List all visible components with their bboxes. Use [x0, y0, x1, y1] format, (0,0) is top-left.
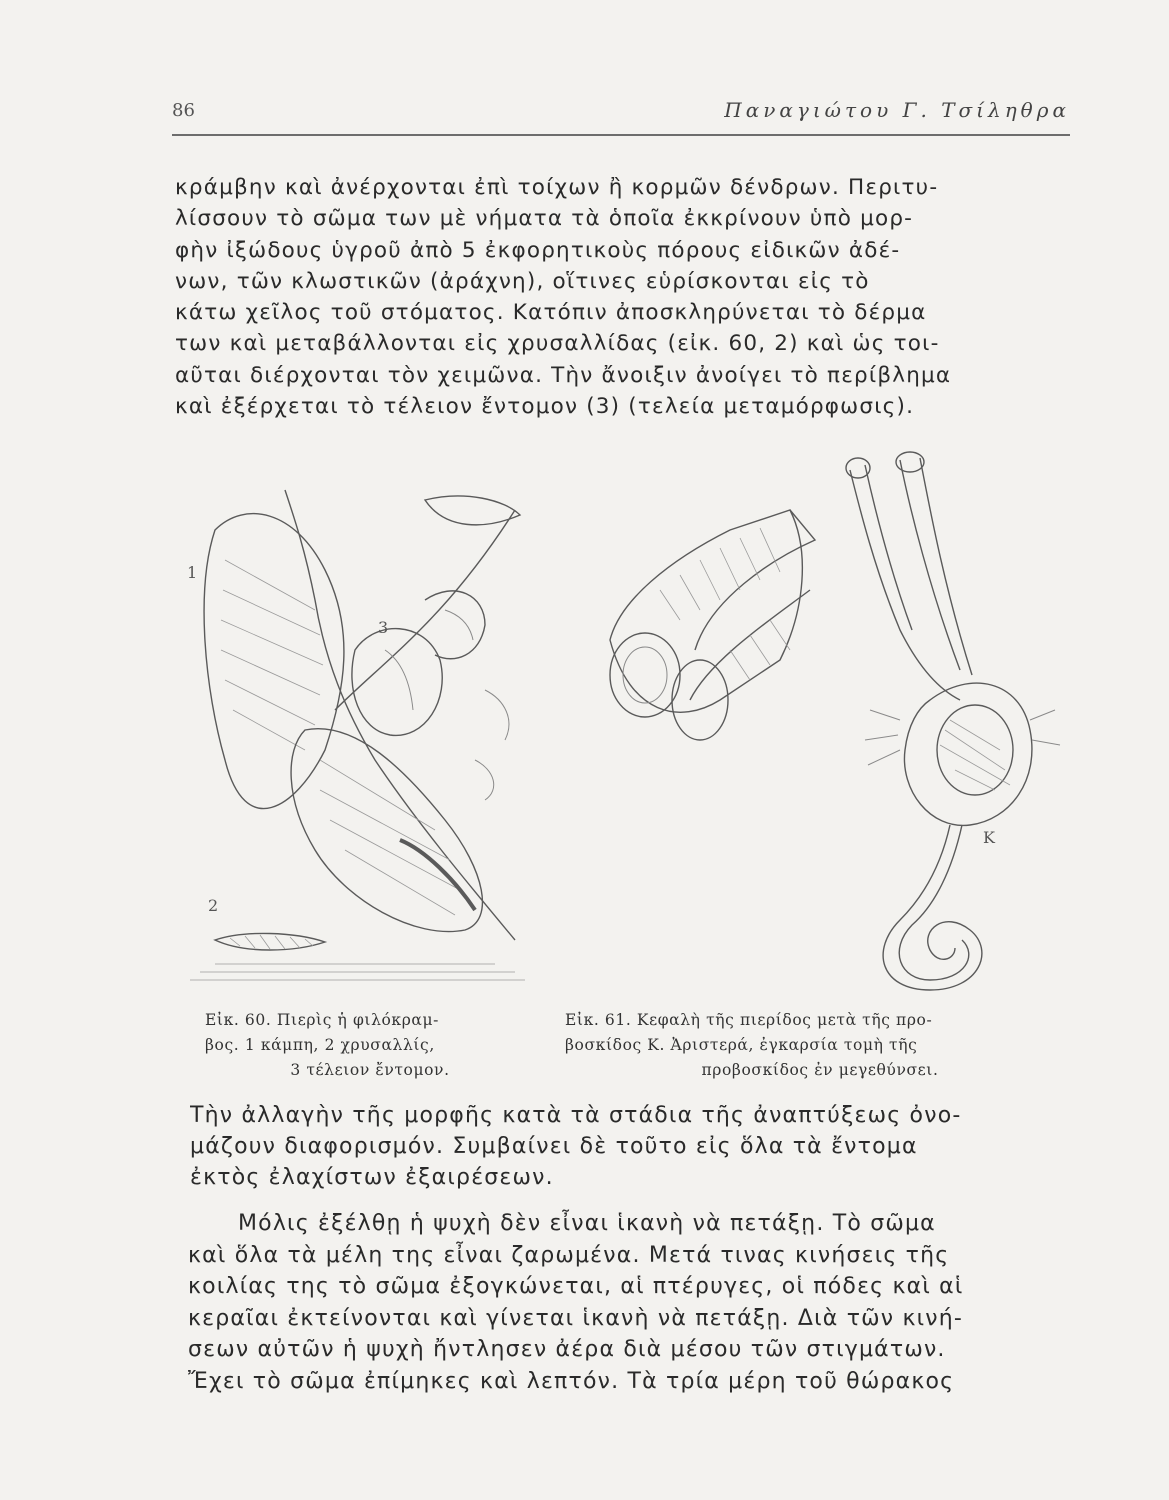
page-header [172, 96, 1070, 136]
text-line: μάζουν διαφορισμόν. Συμβαίνει δὲ τοῦτο εἰς ὅλα τὰ ἔντομα [190, 1134, 918, 1159]
figure-60-label-chrysalis: 2 [208, 896, 219, 915]
figure-60-illustration [185, 460, 540, 1000]
text-line: κοιλίας της τὸ σῶμα ἐξογκώνεται, αἱ πτέρυγες, οἱ πόδες καὶ αἱ [188, 1274, 964, 1300]
caption-line: βοσκίδος Κ. Ἀριστερά, ἐγκαρσία τομὴ τῆς [565, 1036, 918, 1054]
running-title: Παναγιώτου Γ. Τσίληθρα [724, 98, 1070, 122]
caption-line: 3 τέλειον ἔντομον. [290, 1061, 450, 1079]
text-line: λίσσουν τὸ σῶμα των μὲ νήματα τὰ ὁποῖα ἐκκρίνουν ὑπὸ μορ- [175, 206, 914, 232]
caption-line: Εἰκ. 60. Πιερὶς ἡ φιλόκραμ- [205, 1011, 440, 1029]
text-line: ἐκτὸς ἐλαχίστων ἐξαιρέσεων. [190, 1165, 554, 1190]
figure-61-illustration [600, 450, 1070, 1000]
caption-line: βος. 1 κάμπη, 2 χρυσαλλίς, [205, 1036, 435, 1054]
caption-line: Εἰκ. 61. Κεφαλὴ τῆς πιερίδος μετὰ τῆς προ- [565, 1011, 933, 1029]
caption-line: προβοσκίδος ἐν μεγεθύνσει. [701, 1061, 939, 1079]
paragraph-3 [188, 1208, 1073, 1398]
text-line: καὶ ὅλα τὰ μέλη της εἶναι ζαρωμένα. Μετά τινας κινήσεις τῆς [188, 1242, 950, 1268]
text-line: κράμβην καὶ ἀνέρχονται ἐπὶ τοίχων ἢ κορμῶν δένδρων. Περιτυ- [175, 175, 939, 200]
text-line: των καὶ μεταβάλλονται εἰς χρυσαλλίδας (εἰκ. 60, 2) καὶ ὡς τοι- [175, 331, 940, 357]
text-line: Μόλις ἐξέλθῃ ἡ ψυχὴ δὲν εἶναι ἱκανὴ νὰ πετάξῃ. Τὸ σῶμα [238, 1211, 936, 1236]
figure-60-caption [205, 1008, 535, 1083]
figure-61-drawing [600, 450, 1070, 1000]
page-number: 86 [172, 100, 195, 121]
figure-60-label-butterfly: 3 [378, 618, 389, 637]
text-line: Τὴν ἀλλαγὴν τῆς μορφῆς κατὰ τὰ στάδια τῆς ἀναπτύξεως ὀνο- [190, 1103, 962, 1128]
figure-61-caption [565, 1008, 1075, 1083]
text-line: νων, τῶν κλωστικῶν (ἀράχνη), οἵτινες εὑρίσκονται εἰς τὸ [175, 268, 870, 294]
figure-61-label-proboscis: Κ [983, 828, 995, 847]
figure-60-label-caterpillar: 1 [187, 563, 198, 582]
paragraph-2 [190, 1100, 1070, 1193]
text-line: κεραῖαι ἐκτείνονται καὶ γίνεται ἱκανὴ νὰ πετάξῃ. Διὰ τῶν κινή- [188, 1305, 964, 1331]
text-line: φὴν ἰξώδους ὑγροῦ ἀπὸ 5 ἐκφορητικοὺς πόρους εἰδικῶν ἀδέ- [175, 237, 901, 263]
figure-60-drawing [185, 460, 540, 1000]
text-line: καὶ ἐξέρχεται τὸ τέλειον ἔντομον (3) (τελεία μεταμόρφωσις). [175, 394, 915, 420]
text-line: σεων αὐτῶν ἡ ψυχὴ ἤντλησεν ἀέρα διὰ μέσου τῶν στιγμάτων. [188, 1337, 946, 1363]
text-line: Ἔχει τὸ σῶμα ἐπίμηκες καὶ λεπτόν. Τὰ τρία μέρη τοῦ θώρακος [188, 1368, 955, 1394]
text-line: κάτω χεῖλος τοῦ στόματος. Κατόπιν ἀποσκληρύνεται τὸ δέρμα [175, 300, 927, 326]
text-line: αῦται διέρχονται τὸν χειμῶνα. Τὴν ἄνοιξιν ἀνοίγει τὸ περίβλημα [175, 362, 952, 388]
paragraph-1 [175, 172, 1070, 422]
